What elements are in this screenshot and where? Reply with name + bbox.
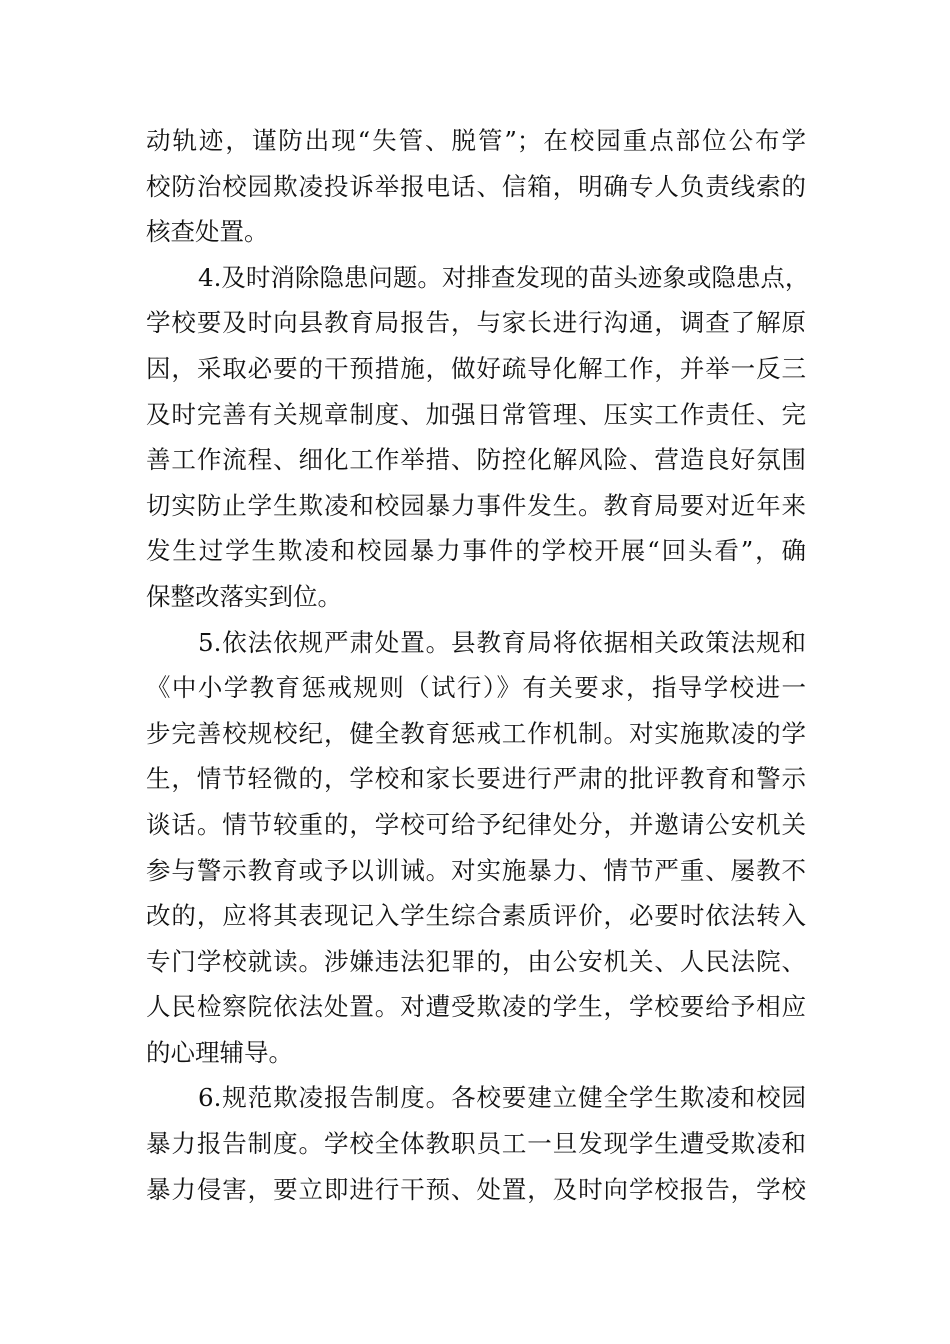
text-line: 暴力报告制度。学校全体教职员工一旦发现学生遭受欺凌和 — [146, 1129, 806, 1159]
text-line: 保整改落实到位。 — [146, 581, 342, 611]
text-line: 《中小学教育惩戒规则（试行）》有关要求，指导学校进一 — [146, 673, 806, 703]
text-line: 核查处置。 — [146, 217, 269, 247]
text-line: 暴力侵害，要立即进行干预、处置，及时向学校报告，学校 — [146, 1174, 806, 1204]
text-line: 切实防止学生欺凌和校园暴力事件发生。教育局要对近年来 — [146, 490, 806, 520]
text-line: 步完善校规校纪，健全教育惩戒工作机制。对实施欺凌的学 — [146, 718, 806, 748]
document-body — [146, 118, 810, 1212]
text-line: 善工作流程、细化工作举措、防控化解风险、营造良好氛围 — [146, 445, 806, 475]
paragraph-first-line: 5.依法依规严肃处置。县教育局将依据相关政策法规和 — [198, 627, 806, 657]
text-line: 参与警示教育或予以训诫。对实施暴力、情节严重、屡教不 — [146, 855, 806, 885]
text-line: 因，采取必要的干预措施，做好疏导化解工作，并举一反三 — [146, 353, 806, 383]
paragraph-first-line: 4.及时消除隐患问题。对排查发现的苗头迹象或隐患点， — [198, 262, 810, 292]
text-line: 人民检察院依法处置。对遭受欺凌的学生，学校要给予相应 — [146, 992, 806, 1022]
text-line: 动轨迹，谨防出现“失管、脱管”；在校园重点部位公布学 — [146, 126, 806, 155]
text-line: 及时完善有关规章制度、加强日常管理、压实工作责任、完 — [146, 399, 806, 429]
text-line: 改的，应将其表现记入学生综合素质评价，必要时依法转入 — [146, 901, 806, 931]
text-line: 生，情节轻微的，学校和家长要进行严肃的批评教育和警示 — [146, 764, 806, 794]
text-line: 的心理辅导。 — [146, 1037, 293, 1067]
text-line: 谈话。情节较重的，学校可给予纪律处分，并邀请公安机关 — [146, 809, 806, 839]
text-line: 专门学校就读。涉嫌违法犯罪的，由公安机关、人民法院、 — [146, 946, 806, 976]
paragraph-first-line: 6.规范欺凌报告制度。各校要建立健全学生欺凌和校园 — [198, 1083, 806, 1113]
text-line: 校防治校园欺凌投诉举报电话、信箱，明确专人负责线索的 — [146, 171, 806, 201]
text-line: 发生过学生欺凌和校园暴力事件的学校开展“回头看”，确 — [146, 536, 806, 566]
text-line: 学校要及时向县教育局报告，与家长进行沟通，调查了解原 — [146, 308, 806, 338]
